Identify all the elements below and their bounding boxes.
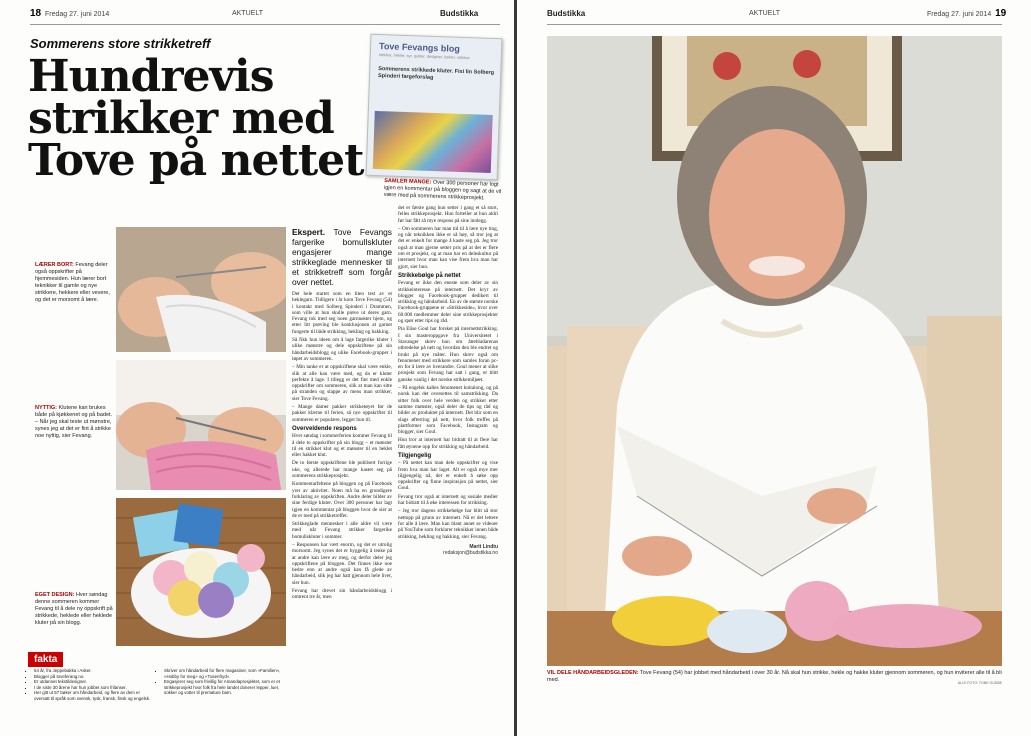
left-page <box>0 0 514 736</box>
subhead-1: Overveldende respons <box>292 425 357 432</box>
header-rule <box>30 24 500 25</box>
article-column-1: Ekspert. Tove Fevangs fargerike bomullskluter engasjerer mange strikkeglade mennesker til et strikketreff som forgår over nettet. Det hele startet som en liten test av et heklegarn. Tidligere i år kom Tove Fevang (54) i kontakt med Solberg Spinderi i Drammen, som ville at hun skulle prøve ut deres garn. Fevang tok med seg noen garnnøster hjem, og etter litt prøving ble konklusjonen at garnet fungerte til både strikking, hekling og hakking. Så fikk hun ideen om å lage fargerike kluter i ulike mønstre og dele oppskriftene på sin håndarbeidsblogg og ulike Facebook-grupper i løpet av sommeren. – Min tanke er at oppskriftene skal være enkle, slik at alle kan være med, og da er kluter perfekte å lage. I tillegg er det fint med enkle oppskrifter om sommeren, slik at man kan sitte på stranden og slappe av mens man strikker, sier Tove Fevang. – Mange damer pakker strikketøyet før de pakker klærne til ferien, så nye oppskrifter til sommeren er populære, legger hun til. Overveldende respons Hver søndag i sommerferien kommer Fevang til å dele to oppskrifter på sin blogg – et mønster til en strikket klut og et mønster til en heklet eller hakket klut. De to første oppskriftene ble publisert forrige uke, og allerede har mange kastet seg på sommerens strikkeprosjekt. Kommentarfeltene på bloggen og på Facebook yrer av aktivitet. Noen må ha en grundigere forklaring av oppskriften. Andre deler bilder av sine ferdige kluter. Over 300 personer har lagt igjen en kommentar på bloggen hvor de sier at de er med på strikketreffet. Strikkeglade mennesker i alle aldre vil være med når Fevang strikker fargerike bomullskluter i sommer. – Responsen har vært enorm, og det er utrolig morsomt. Jeg synes det er hyggelig å tenke på at andre kan lære av meg, og derfor deler jeg oppskriftene på bloggen. Det finnes ikke noe bedre enn at andre også kan få glede av håndarbeid, slik jeg har hatt gjennom hele livet, sier hun. Fevang har drevet sin håndarbeidsblogg i omtrent tre år, men <box>292 227 392 601</box>
subhead-3: Tilgjengelig <box>398 452 432 459</box>
blog-subtitle: strikker, hekler, syr, quilter, designer, hekler, strikker <box>378 52 470 61</box>
blog-caption: SAMLER MANGE: Over 300 personer har logt igjen en kommentar på bloggen og sagt at de vil være med på sommerens strikkeprosjekt. <box>383 177 502 202</box>
section-label: AKTUELT <box>232 10 263 17</box>
photo-credit: ALLE FOTO: TONE GUDBE <box>957 681 1002 685</box>
byline: Marit Lindtu redaksjon@budstikka.no <box>443 543 498 557</box>
portrait-photo <box>547 36 1002 666</box>
article-column-2: det er første gang hun setter i gang et så stort, felles strikkeprosjekt. Hun forteller at hun aldri før har fått så mye respons på sine innlegg. – Om sommeren har man tid til å lære nye ting, og når teknikken ikke er så høy, så tror jeg at det er enkelt for mange å kaste seg på. Jeg tror også at man gjerne setter pris på at det er flere om et prosjekt, og at man har en deleskultur på internett hvor man kan vise frem hva man har gjort, sier hun. Strikkebølge på nettet Fevang er ikke den eneste som deler av sin strikkeinteresse på internett. Det kryr av blogger og Facebook-grupper dedikert til strikking og håndarbeid. En av de største norske Facebook-gruppene er «Strikkeside», hvor over 60.000 medlemmer deler sine strikkeprosjekter og spør etter tips og råd. Pia Elise Goul har forsket på internettstrikking. I sin masteroppgave fra Universitetet i Stavanger skrev hun om åttebladarenas utbredelse på nett og hvordan den ble endret og brukt på nye måter. Hun skrev også om fenomenet med strikkere som samles foran pc-en for å lære av hverandre. Goul mener at slike prosjekt som Fevang har satt i gang, er blitt ganske vanlig i det norske strikkemiljøet. – På engelsk kalles fenomenet knitalong, og på norsk kan det oversettes til samstrikking. Da sitter folk over hele verden og strikker etter samme mønster, også deler de tips og råd og bilder av produktet på internett. Det blir som en slags øfterring på nett, hvor folk treffes på plattformer som Facebook, Instagram og blogger, sier Goul. Hun tror at internett har bidratt til at flere har fått øynene opp for strikking og håndarbeid. Tilgjengelig – På nettet kan man dele oppskrifter og vise frem hva man har laget. Alt er også mye mer tilgjengelig nå, det er enkelt å søke opp oppskrifter og finne inspirasjon på nettet, sier Goul. Fevang tror også at internett og sosiale medier har bidratt til å øke interessen for strikking. – Jeg tror dagens strikkebølge har blitt så stor nettopp på grunn av internett. Nå er det lettere for alle å lære. Man kan blant annet se videoer på YouTube som forklarer teknikker innen både strikking, hekling og hakking, sier Fevang. Marit Lindtu redaksjon@budstikka.no <box>398 205 498 557</box>
ingress: Ekspert. Tove Fevangs fargerike bomullskluter engasjerer mange strikkeglade mennesker til et strikketreff som forgår over nettet. <box>292 227 392 287</box>
header-rule-right <box>547 24 1002 25</box>
paper-name: Budstikka <box>440 9 479 18</box>
photo-pink-knitting <box>116 360 286 490</box>
blog-screenshot <box>366 34 503 181</box>
yarn-image <box>373 111 493 173</box>
photo-yarn-bowl <box>116 498 286 646</box>
issue-date-right: Fredag 27. juni 2014 <box>927 11 992 18</box>
kicker: Sommerens store strikketreff <box>30 36 211 51</box>
section-label-right: AKTUELT <box>749 10 780 17</box>
fakta-col-1: ▪ 54 år, fra Jeppebakka i Asker. ▪ Blogger på toveferang.no. ▪ Er utdannet tekstildesigner. ▪ I de siste 30 årene har hun jobbet som frilanser. ▪ Her gitt ut 57 bøker om håndarbeid, og flere av dem er oversatt til språk som svensk, tysk, fransk, finsk og engelsk. <box>28 668 153 702</box>
blog-title: Tove Fevangs blog <box>378 41 461 54</box>
headline: Hundrevis strikker med Tove på nettet <box>28 51 364 186</box>
photo-knitting-hands <box>116 227 286 352</box>
caption-3: EGET DESIGN: Hver søndag denne sommeren kommer Fevang til å dele ny oppskrift på strikkede, heklede eller heklede kluter på sin blogg. <box>35 592 113 626</box>
caption-1: LÆRER BORT: Fevang deler også oppskrifter på hjemmesiden. Hun lærer bort teknikker til gamle og nye strikkere, hekkere eller vevere, og det er morsomt å lære. <box>35 262 110 303</box>
knitting-hands-illustration <box>116 227 286 352</box>
portrait-caption: VIL DELE HÅNDARBEIDSGLEDEN: Tove Fevang (54) har jobbet med håndarbeid i over 30 år. Nå skal hun strikke, hekle og hakke kluter gjennom sommeren, og hun inviterer alle til å bli med. <box>547 670 1002 683</box>
folio-left <box>30 8 109 19</box>
page-number-right: 19 <box>995 8 1007 19</box>
blog-post-title: Sommerens strikkede kluter. Fisi lin Solberg Spinderi fargeforslag <box>377 66 495 81</box>
fakta-label: fakta <box>28 652 63 667</box>
portrait-illustration <box>547 36 1002 666</box>
subhead-2: Strikkebølge på nettet <box>398 272 461 279</box>
right-page <box>517 0 1031 736</box>
pink-knitting-illustration <box>116 360 286 490</box>
page-number: 18 <box>30 8 42 19</box>
folio-right <box>927 8 1006 19</box>
paper-name-right: Budstikka <box>547 9 586 18</box>
issue-date: Fredag 27. juni 2014 <box>45 11 110 18</box>
fakta-col-2: ▪ Skriver om håndarbeid for flere magasiner, som «Familien», «Hobby for meg» og «Tusenfryd». ▪ Engasjerer seg som frivillig for Amandaprosjektet, som er et strikkeprosjekt hvor folk fra hele landet donerer lepper, luer, sokker og votter til premature barn. <box>158 668 286 696</box>
yarn-bowl-illustration <box>116 498 286 646</box>
caption-2: NYTTIG: Klutene kan brukes både på kjøkkenet og på badet. – Når jeg skal teste ut mønstre, synes jeg at det er fint å strikke noe nyttig, sier Fevang. <box>35 405 113 439</box>
